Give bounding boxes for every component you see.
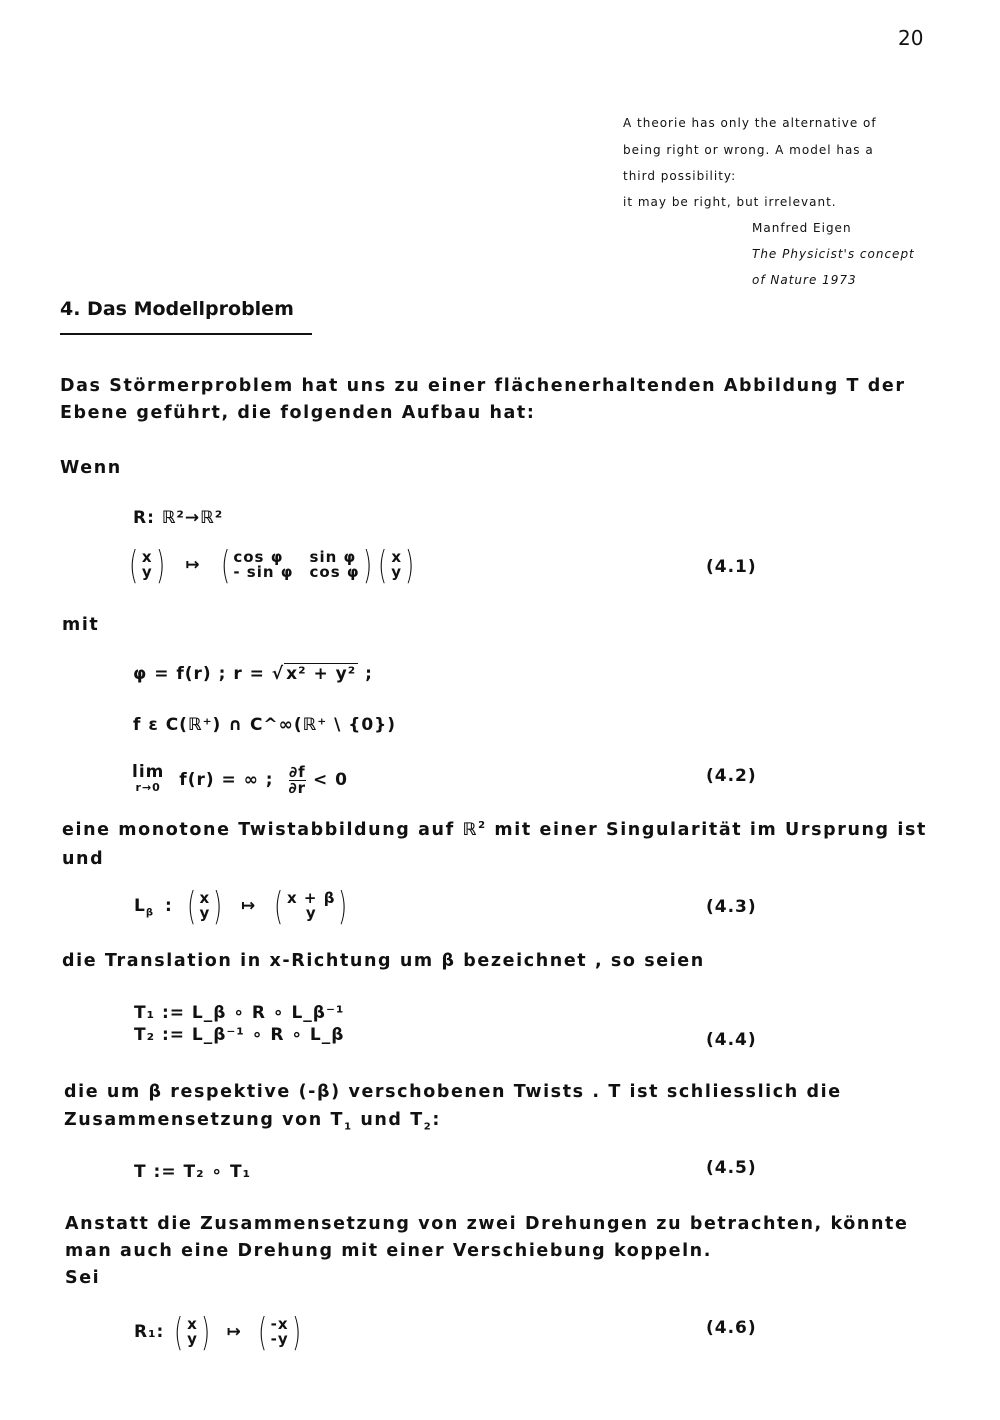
epigraph-source-2: of Nature 1973 xyxy=(752,273,857,287)
left-paren: ( xyxy=(220,543,231,587)
vec-neg-x: -x xyxy=(270,1315,289,1333)
left-paren: ( xyxy=(378,543,389,587)
vector-xy xyxy=(187,1317,198,1347)
vec-y: y xyxy=(305,904,317,922)
vec-y: y xyxy=(141,563,153,581)
lt-zero: < 0 xyxy=(312,770,348,790)
zus-sub2: 2 xyxy=(423,1121,433,1133)
t2-definition: T₂ := L_β⁻¹ ∘ R ∘ L_β xyxy=(134,1025,345,1045)
right-paren: ) xyxy=(291,1310,302,1354)
twist-sup: 2 xyxy=(478,820,487,832)
equation-4-6 xyxy=(134,1310,304,1354)
epigraph-author: Manfred Eigen xyxy=(752,221,852,235)
equation-4-2 xyxy=(132,764,348,796)
sei-text: Sei xyxy=(65,1268,101,1288)
t1-definition: T₁ := L_β ∘ R ∘ L_β⁻¹ xyxy=(134,1003,345,1023)
r-domain: ℝ²→ℝ² xyxy=(161,508,224,528)
vec-x: x xyxy=(141,548,153,566)
vec-y: y xyxy=(187,1330,198,1348)
mapsto-symbol: ↦ xyxy=(241,896,257,916)
frac-den: ∂r xyxy=(288,778,307,797)
left-paren: ( xyxy=(129,543,139,587)
epigraph-line-1: A theorie has only the alternative of xyxy=(623,116,877,130)
right-paren: ) xyxy=(155,543,166,587)
twist-a: eine monotone Twistabbildung auf ℝ xyxy=(62,820,479,840)
eq-number-4-5: (4.5) xyxy=(706,1158,757,1178)
f-class: f ε C(ℝ⁺) ∩ C^∞(ℝ⁺ \ {0}) xyxy=(133,715,397,735)
l-sub: β xyxy=(145,907,155,919)
vec-neg-y: -y xyxy=(270,1330,289,1348)
page-number: 20 xyxy=(898,26,924,50)
lim-rest: f(r) = ∞ ; xyxy=(179,770,274,790)
r-label: R: xyxy=(133,508,155,528)
mapsto-symbol: ↦ xyxy=(185,555,201,575)
twists-line-2 xyxy=(64,1110,441,1133)
r1-label: R₁: xyxy=(134,1322,165,1342)
equation-4-3 xyxy=(134,884,351,928)
vec-x: x xyxy=(199,889,211,907)
partial-fraction xyxy=(288,762,307,797)
intro-line-1: Das Störmerproblem hat uns zu einer flächenerhaltenden Abbildung T der xyxy=(60,376,906,396)
right-paren: ) xyxy=(405,543,415,587)
m22: cos φ xyxy=(309,563,360,581)
vector-xy xyxy=(142,550,153,580)
epigraph-line-3: third possibility: xyxy=(623,169,737,183)
intro-line-2: Ebene geführt, die folgenden Aufbau hat: xyxy=(60,403,536,423)
right-paren: ) xyxy=(201,1310,211,1354)
section-underline xyxy=(60,333,312,335)
r-map xyxy=(133,508,223,528)
phi-def: φ = f(r) ; r = √ xyxy=(133,664,285,684)
translation-line: die Translation in x-Richtung um β bezeichnet , so seien xyxy=(62,951,705,971)
m11: cos φ xyxy=(233,548,284,566)
m12: sin φ xyxy=(309,548,357,566)
twist-line-1 xyxy=(62,820,927,840)
mit-text: mit xyxy=(62,615,100,635)
radicand: x² + y² xyxy=(286,664,357,684)
vector-translated xyxy=(287,891,335,921)
eq-number-4-4: (4.4) xyxy=(706,1030,757,1050)
section-title: 4. Das Modellproblem xyxy=(60,298,294,320)
left-paren: ( xyxy=(274,884,284,928)
twists-line-1: die um β respektive (-β) verschobenen Twists . T ist schliesslich die xyxy=(64,1082,842,1102)
mapsto-symbol: ↦ xyxy=(226,1322,242,1342)
epigraph-line-2: being right or wrong. A model has a xyxy=(623,143,874,157)
phi-definition xyxy=(133,664,373,684)
wenn-text: Wenn xyxy=(60,458,122,478)
zus-sub1: 1 xyxy=(344,1121,353,1133)
vector-negated xyxy=(271,1317,289,1347)
epigraph-line-4: it may be right, but irrelevant. xyxy=(623,195,837,209)
vector-xy xyxy=(200,891,211,921)
frac-num: ∂f xyxy=(288,762,306,781)
limit xyxy=(132,764,164,796)
vec-x: x xyxy=(391,548,402,566)
m21: - sin φ xyxy=(233,563,294,581)
phi-end: ; xyxy=(358,664,373,684)
rotation-matrix xyxy=(233,550,359,580)
anstatt-line-2: man auch eine Drehung mit einer Verschiebung koppeln. xyxy=(65,1241,712,1261)
l-label: L xyxy=(134,896,146,916)
left-paren: ( xyxy=(257,1310,268,1354)
zus-a: Zusammensetzung von T xyxy=(64,1110,345,1130)
eq-number-4-6: (4.6) xyxy=(706,1318,757,1338)
vector-xy xyxy=(391,550,402,580)
anstatt-line-1: Anstatt die Zusammensetzung von zwei Drehungen zu betrachten, könnte xyxy=(65,1214,909,1234)
vec-y: y xyxy=(391,563,403,581)
equation-4-5: T := T₂ ∘ T₁ xyxy=(134,1162,252,1182)
left-paren: ( xyxy=(174,1310,184,1354)
equation-4-1 xyxy=(126,543,418,587)
equation-4-4 xyxy=(134,1002,344,1046)
vec-y: y xyxy=(199,904,211,922)
lim-text: lim xyxy=(132,762,165,782)
twist-line-2: und xyxy=(62,849,105,869)
eq-number-4-3: (4.3) xyxy=(706,897,757,917)
eq-number-4-2: (4.2) xyxy=(706,766,757,786)
l-colon: : xyxy=(164,896,173,916)
right-paren: ) xyxy=(213,884,223,928)
zus-c: : xyxy=(432,1110,441,1130)
twist-b: mit einer Singularität im Ursprung ist xyxy=(486,820,927,840)
left-paren: ( xyxy=(186,884,197,928)
zus-b: und T xyxy=(352,1110,424,1130)
vec-x: x xyxy=(187,1315,198,1333)
epigraph-source-1: The Physicist's concept xyxy=(752,247,915,261)
vec-x-plus-beta: x + β xyxy=(287,889,336,907)
lim-sub: r→0 xyxy=(135,781,161,794)
right-paren: ) xyxy=(338,884,349,928)
right-paren: ) xyxy=(362,543,373,587)
eq-number-4-1: (4.1) xyxy=(706,557,757,577)
